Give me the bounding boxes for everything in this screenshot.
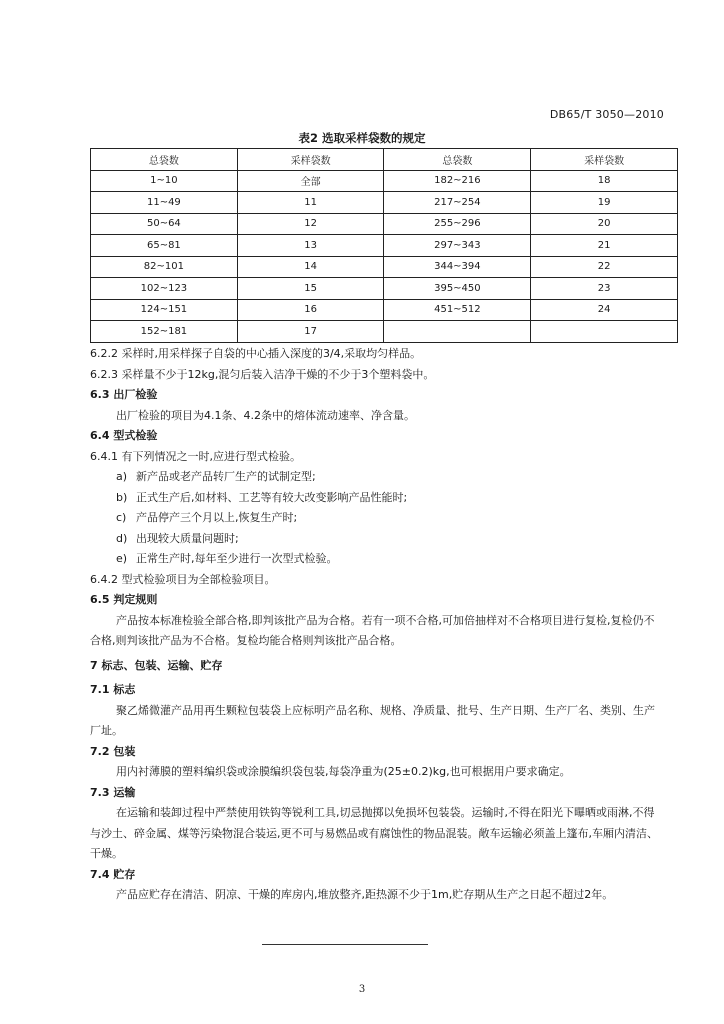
clause-6-4-2: 6.4.2 型式检验项目为全部检验项目。: [90, 572, 276, 586]
paragraph-6-5: 产品按本标准检验全部合格,即判该批产品为合格。若有一项不合格,可加倍抽样对不合格项目进行复检,复检仍不合格,则判该批产品为不合格。复检均能合格则判该批产品合格。: [90, 613, 655, 647]
table-cell: 11: [237, 192, 384, 214]
table-row: [91, 235, 678, 257]
table-row: [91, 321, 678, 343]
table-title: 表2 选取采样袋数的规定: [298, 131, 426, 145]
table-cell: 82~101: [91, 256, 238, 278]
table-row: [91, 192, 678, 214]
section-heading-6-3: 6.3 出厂检验: [90, 388, 158, 401]
list-item: [90, 549, 662, 570]
table-row: [91, 170, 678, 192]
table-cell: 297~343: [384, 235, 531, 257]
clause-6-2-3: 6.2.3 采样量不少于12kg,混匀后装入洁净干燥的不少于3个塑料袋中。: [90, 367, 435, 381]
paragraph-7-1: 聚乙烯微灌产品用再生颗粒包装袋上应标明产品名称、规格、净质量、批号、生产日期、生产厂名、类别、生产厂址。: [90, 703, 655, 737]
table-cell: 102~123: [91, 278, 238, 300]
table-cell: 19: [531, 192, 678, 214]
clause-6-2-2: 6.2.2 采样时,用采样探子自袋的中心插入深度的3/4,采取均匀样品。: [90, 347, 422, 360]
list-item-text: 正常生产时,每年至少进行一次型式检验。: [136, 552, 338, 565]
table-cell: 182~216: [384, 170, 531, 192]
table-cell: 18: [531, 170, 678, 192]
list-item-label: d): [116, 531, 128, 545]
list-item-label: b): [116, 490, 128, 504]
table-cell: 344~394: [384, 256, 531, 278]
section-heading-7-3: 7.3 运输: [90, 785, 136, 799]
table-cell: 13: [237, 235, 384, 257]
list-item-label: e): [116, 552, 128, 565]
table-cell: 16: [237, 299, 384, 321]
footer-rule: [262, 944, 428, 945]
table-cell: [384, 321, 531, 343]
table-cell: 217~254: [384, 192, 531, 214]
table-cell: 20: [531, 213, 678, 235]
table-cell: 451~512: [384, 299, 531, 321]
table-cell: 全部: [237, 170, 384, 192]
table-row: [91, 256, 678, 278]
list-item-label: a): [116, 470, 128, 483]
table-row: [91, 278, 678, 300]
header-cell: 采样袋数: [237, 149, 384, 171]
list-item-text: 正式生产后,如材料、工艺等有较大改变影响产品性能时;: [136, 490, 408, 504]
page-number: 3: [358, 984, 366, 995]
table-cell: 23: [531, 278, 678, 300]
table-cell: 22: [531, 256, 678, 278]
table-cell: 255~296: [384, 213, 531, 235]
paragraph-7-3: 在运输和装卸过程中严禁使用铁钩等锐利工具,切忌抛掷以免损坏包装袋。运输时,不得在阳光下曝晒或雨淋,不得与沙土、碎金属、煤等污染物混合装运,更不可与易燃品或有腐蚀性的物品混装。敞车运输必须盖上篷布,车厢内清洁、干燥。: [90, 806, 658, 860]
table-cell: 24: [531, 299, 678, 321]
table-cell: 124~151: [91, 299, 238, 321]
header-cell: 总袋数: [384, 149, 531, 171]
paragraph-7-4: 产品应贮存在清洁、阴凉、干燥的库房内,堆放整齐,距热源不少于1m,贮存期从生产之日起不超过2年。: [116, 888, 614, 901]
list-item-text: 产品停产三个月以上,恢复生产时;: [136, 511, 298, 524]
list-item-label: c): [116, 511, 127, 524]
section-heading-6-4: 6.4 型式检验: [90, 429, 158, 442]
list-item: [90, 508, 662, 529]
header-cell: 总袋数: [91, 149, 238, 171]
section-heading-7-2: 7.2 包装: [90, 744, 136, 758]
table-row: [91, 213, 678, 235]
list-item: [90, 488, 662, 509]
table-cell: 12: [237, 213, 384, 235]
header-cell: 采样袋数: [531, 149, 678, 171]
clause-6-4-1: 6.4.1 有下列情况之一时,应进行型式检验。: [90, 449, 301, 463]
table-cell: 1~10: [91, 170, 238, 192]
paragraph-6-3: 出厂检验的项目为4.1条、4.2条中的熔体流动速率、净含量。: [116, 408, 415, 422]
chapter-heading-7: 7 标志、包装、运输、贮存: [90, 658, 223, 672]
table-cell: 21: [531, 235, 678, 257]
section-heading-6-5: 6.5 判定规则: [90, 593, 158, 606]
section-heading-7-1: 7.1 标志: [90, 683, 136, 696]
table-header-row: [91, 149, 678, 171]
table-cell: 14: [237, 256, 384, 278]
list-item-text: 新产品或老产品转厂生产的试制定型;: [136, 470, 316, 483]
table-cell: 17: [237, 321, 384, 343]
list-item-text: 出现较大质量问题时;: [136, 531, 239, 545]
document-code: DB65/T 3050—2010: [549, 108, 664, 121]
paragraph-7-2: 用内衬薄膜的塑料编织袋或涂膜编织袋包装,每袋净重为(25±0.2)kg,也可根据用户要求确定。: [116, 765, 571, 778]
table-cell: 65~81: [91, 235, 238, 257]
table-cell: 152~181: [91, 321, 238, 343]
table-cell: 395~450: [384, 278, 531, 300]
table-cell: 15: [237, 278, 384, 300]
section-heading-7-4: 7.4 贮存: [90, 867, 136, 881]
table-cell: 50~64: [91, 213, 238, 235]
list-item: [90, 529, 662, 550]
table-cell: [531, 321, 678, 343]
table-row: [91, 299, 678, 321]
sampling-table: [90, 148, 678, 343]
list-item: [90, 467, 662, 488]
table-cell: 11~49: [91, 192, 238, 214]
document-body: [90, 344, 662, 906]
